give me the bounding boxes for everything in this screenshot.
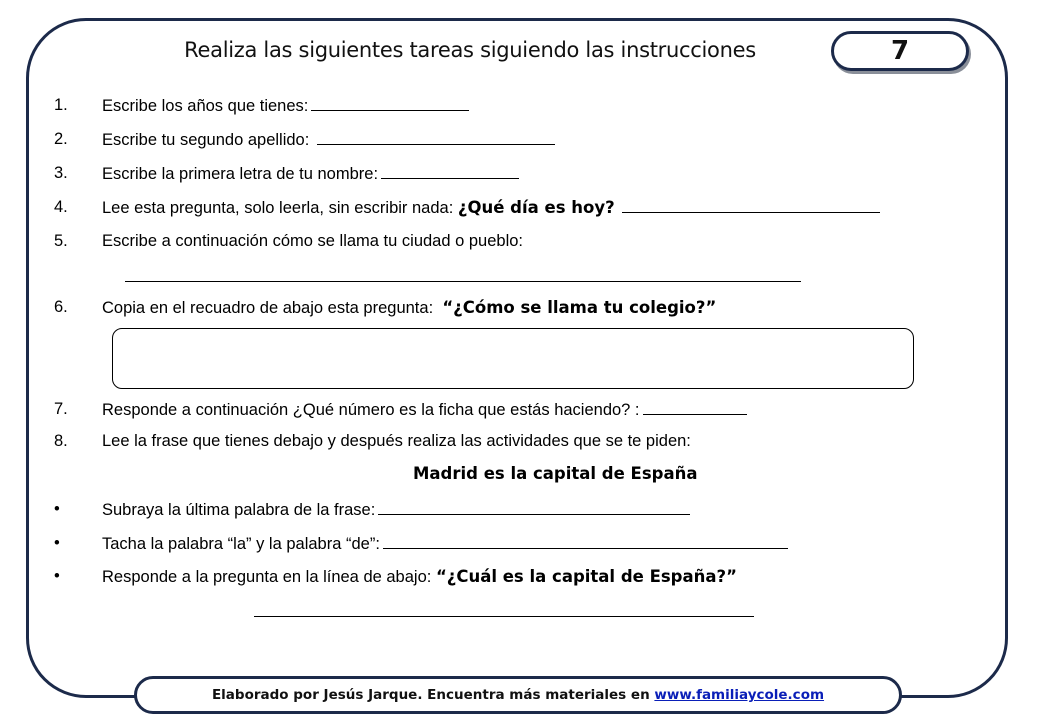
answer-line[interactable]: [643, 400, 747, 415]
item-number: 5.: [54, 232, 68, 250]
bullet-marker: •: [54, 534, 60, 552]
bullet-marker: •: [54, 500, 60, 518]
sheet-number-badge: 7: [831, 31, 969, 71]
item-text: Copia en el recuadro de abajo esta pregunta:: [102, 299, 434, 317]
item-number: 4.: [54, 198, 68, 216]
item-instruction: [102, 198, 880, 218]
item-instruction: [102, 96, 469, 116]
item-instruction: [102, 298, 716, 318]
item-instruction: [102, 400, 747, 420]
bullet-instruction: [102, 567, 737, 587]
answer-line[interactable]: [311, 96, 469, 111]
answer-line[interactable]: [381, 164, 519, 179]
target-sentence: Madrid es la capital de España: [413, 464, 698, 483]
item-number: 8.: [54, 432, 68, 450]
bullet-instruction: [102, 534, 788, 554]
item-text: Escribe tu segundo apellido:: [102, 131, 310, 149]
bullet-text: Subraya la última palabra de la frase:: [102, 501, 376, 519]
item-number: 3.: [54, 164, 68, 182]
item-question: ¿Qué día es hoy?: [457, 198, 615, 217]
item-number: 2.: [54, 130, 68, 148]
bullet-text: Responde a la pregunta en la línea de abajo:: [102, 568, 432, 586]
bullet-text: Tacha la palabra “la” y la palabra “de”:: [102, 535, 380, 553]
item-text: Lee la frase que tienes debajo y después realiza las actividades que se te piden:: [102, 432, 691, 450]
bullet-marker: •: [54, 567, 60, 585]
item-text: Responde a continuación ¿Qué número es la ficha que estás haciendo? :: [102, 401, 640, 419]
answer-box[interactable]: [112, 328, 914, 389]
answer-line[interactable]: [125, 281, 801, 282]
footer-credit: [134, 676, 902, 714]
item-instruction: [102, 130, 555, 150]
bullet-question: “¿Cuál es la capital de España?”: [435, 567, 737, 586]
item-text: Lee esta pregunta, solo leerla, sin escribir nada:: [102, 199, 454, 217]
answer-line[interactable]: [383, 534, 788, 549]
item-number: 1.: [54, 96, 68, 114]
bullet-instruction: [102, 500, 690, 520]
item-text: Escribe a continuación cómo se llama tu ciudad o pueblo:: [102, 232, 523, 250]
footer-link[interactable]: www.familiaycole.com: [654, 687, 825, 703]
item-text: Escribe los años que tienes:: [102, 97, 309, 115]
item-instruction: [102, 164, 519, 184]
item-number: 7.: [54, 400, 68, 418]
item-number: 6.: [54, 298, 68, 316]
item-question: “¿Cómo se llama tu colegio?”: [442, 298, 717, 317]
answer-line: [622, 198, 880, 213]
answer-line[interactable]: [378, 500, 690, 515]
answer-line[interactable]: [254, 616, 754, 617]
item-text: Escribe la primera letra de tu nombre:: [102, 165, 379, 183]
footer-text: Elaborado por Jesús Jarque. Encuentra más materiales en: [211, 687, 650, 703]
answer-line[interactable]: [317, 130, 555, 145]
worksheet-title: Realiza las siguientes tareas siguiendo las instrucciones: [184, 38, 756, 62]
